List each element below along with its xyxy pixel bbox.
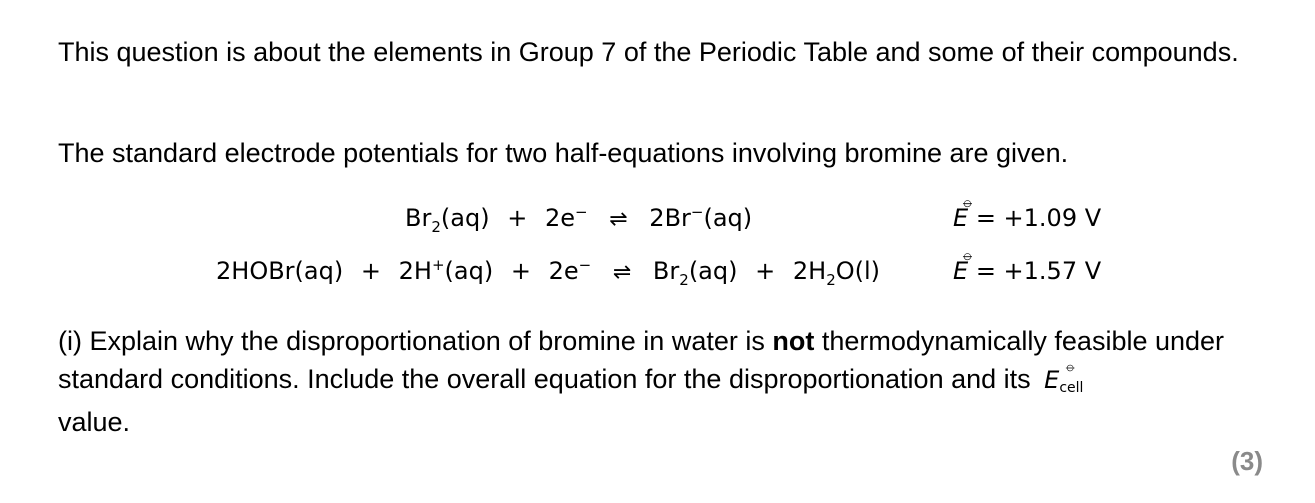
eq2-br2: $Br_2(aq)$ bbox=[652, 257, 738, 289]
eq2-hydrogen-ion: 2H+(aq) bbox=[398, 256, 494, 285]
eq2-plus-1: + bbox=[360, 257, 381, 285]
plimsoll-icon: ⦵ bbox=[961, 192, 975, 211]
bold-not: not bbox=[772, 326, 815, 356]
eq1-br2: $Br_2(aq)$ bbox=[405, 204, 490, 236]
standard-potentials-text: The standard electrode potentials for two half-equations involving bromine are given. bbox=[58, 138, 1069, 168]
e-standard-symbol: E ⦵ bbox=[953, 245, 975, 285]
eq1-plus: + bbox=[507, 204, 528, 232]
eq1-bromide: 2Br−(aq) bbox=[649, 203, 753, 232]
eq2-value: = +1.57 V bbox=[975, 257, 1102, 285]
eq2-water: $2H_2O(l)$ bbox=[792, 257, 881, 289]
plimsoll-icon: ⦵ bbox=[961, 245, 975, 264]
intro-text: This question is about the elements in Group 7 of the Periodic Table and some of their compounds. bbox=[58, 37, 1239, 67]
equilibrium-arrow-icon: ⇌ bbox=[612, 260, 632, 285]
eq1-electrons: 2e− bbox=[544, 203, 588, 232]
question-part-i: (i) Explain why the disproportionation of bromine in water is not thermodynamically feasible under standard conditions. Include the overall equation for the disproportionation and its Ecell ⦵ value. bbox=[58, 326, 1225, 437]
half-equation-2 bbox=[216, 256, 881, 289]
plimsoll-icon: ⦵ bbox=[1064, 357, 1077, 375]
marks-label: (3) bbox=[1231, 446, 1263, 476]
half-equation-1 bbox=[405, 203, 753, 236]
eq2-electrons: 2e− bbox=[548, 256, 592, 285]
eq2-hobr: 2HOBr(aq) bbox=[216, 257, 344, 285]
equilibrium-arrow-icon: ⇌ bbox=[609, 207, 628, 232]
eq2-plus-2: + bbox=[510, 257, 531, 285]
ecell-symbol: Ecell ⦵ bbox=[1044, 361, 1083, 403]
eq2-plus-3: + bbox=[755, 257, 776, 285]
e-standard-symbol: E ⦵ bbox=[953, 192, 975, 232]
eq1-potential bbox=[953, 192, 1102, 232]
eq2-potential bbox=[953, 245, 1102, 285]
eq1-value: = +1.09 V bbox=[975, 204, 1102, 232]
